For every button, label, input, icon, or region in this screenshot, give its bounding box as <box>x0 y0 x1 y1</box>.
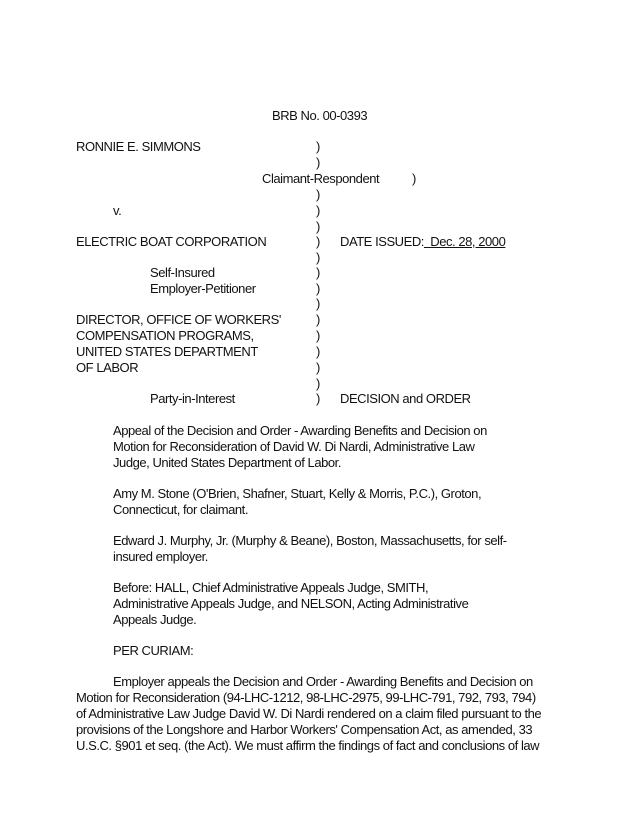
caption-paren: ) <box>316 250 320 265</box>
caption-paren: ) <box>316 296 320 311</box>
claimant-counsel-line: Amy M. Stone (O'Brien, Shafner, Stuart, Kelly & Morris, P.C.), Groton, <box>113 486 482 501</box>
date-issued <box>340 234 505 250</box>
caption-paren: ) <box>316 265 320 280</box>
panel-line: Appeals Judge. <box>113 612 197 627</box>
employer-counsel-line: Edward J. Murphy, Jr. (Murphy & Beane), Boston, Massachusetts, for self- <box>113 533 507 548</box>
body-line: Motion for Reconsideration (94-LHC-1212, 98-LHC-2975, 99-LHC-791, 792, 793, 794) <box>76 690 536 705</box>
director-line: DIRECTOR, OFFICE OF WORKERS' <box>76 312 281 327</box>
caption-paren: ) <box>316 203 320 218</box>
caption-paren: ) <box>316 312 320 327</box>
body-line: Employer appeals the Decision and Order - Awarding Benefits and Decision on <box>113 674 533 689</box>
employer-counsel <box>113 533 507 565</box>
date-issued-label: DATE ISSUED: <box>340 234 424 249</box>
director-line: OF LABOR <box>76 360 139 375</box>
employer-role-petitioner: Employer-Petitioner <box>150 281 256 296</box>
date-issued-value: Dec. 28, 2000 <box>430 234 506 249</box>
caption-paren: ) <box>316 187 320 202</box>
employer-role-self-insured: Self-Insured <box>150 265 215 280</box>
director-line: COMPENSATION PROGRAMS, <box>76 328 254 343</box>
panel-judges <box>113 580 468 628</box>
caption-paren: ) <box>316 219 320 234</box>
employer-counsel-line: insured employer. <box>113 549 208 564</box>
docket-number: BRB No. 00-0393 <box>272 108 368 123</box>
panel-line: Administrative Appeals Judge, and NELSON, Acting Administrative <box>113 596 469 611</box>
caption-paren: ) <box>316 234 320 249</box>
body-line: U.S.C. §901 et seq. (the Act). We must affirm the findings of fact and conclusions of law <box>76 738 540 753</box>
caption-paren: ) <box>316 155 320 170</box>
claimant-counsel <box>113 486 481 518</box>
panel-line: Before: HALL, Chief Administrative Appeals Judge, SMITH, <box>113 580 429 595</box>
director-role: Party-in-Interest <box>150 391 235 406</box>
claimant-counsel-line: Connecticut, for claimant. <box>113 502 248 517</box>
per-curiam-heading: PER CURIAM: <box>113 643 194 658</box>
caption-paren: ) <box>316 139 320 154</box>
caption-paren: ) <box>316 281 320 296</box>
caption-paren: ) <box>412 171 416 186</box>
versus: v. <box>113 203 122 218</box>
appeal-line: Motion for Reconsideration of David W. Di Nardi, Administrative Law <box>113 439 475 454</box>
caption-paren: ) <box>316 391 320 406</box>
caption-paren: ) <box>316 344 320 359</box>
claimant-role: Claimant-Respondent <box>262 171 380 186</box>
appeal-paragraph <box>113 423 487 471</box>
caption-paren: ) <box>316 376 320 391</box>
body-line: provisions of the Longshore and Harbor Workers' Compensation Act, as amended, 33 <box>76 722 533 737</box>
decision-title: DECISION and ORDER <box>340 391 471 406</box>
caption-paren: ) <box>316 328 320 343</box>
appeal-line: Judge, United States Department of Labor. <box>113 455 341 470</box>
caption-paren: ) <box>316 360 320 375</box>
body-line: of Administrative Law Judge David W. Di Nardi rendered on a claim filed pursuant to the <box>76 706 542 721</box>
employer-name: ELECTRIC BOAT CORPORATION <box>76 234 267 249</box>
claimant-name: RONNIE E. SIMMONS <box>76 139 201 154</box>
appeal-line: Appeal of the Decision and Order - Awarding Benefits and Decision on <box>113 423 487 438</box>
director-line: UNITED STATES DEPARTMENT <box>76 344 258 359</box>
